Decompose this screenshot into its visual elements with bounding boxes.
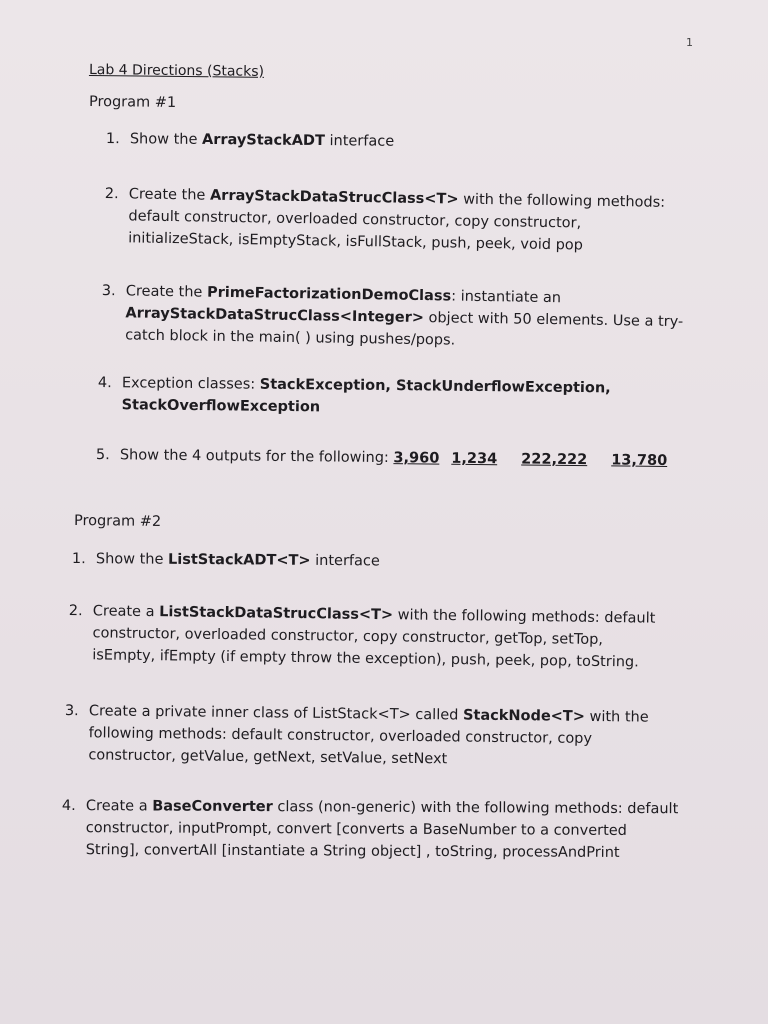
document-title: Lab 4 Directions (Stacks)	[88, 62, 265, 80]
item-number: 3.	[101, 282, 116, 300]
program-2-heading: Program #2	[73, 513, 162, 530]
item-number: 2.	[68, 602, 83, 620]
p1-item-1: 1. Show the ArrayStackADT interface	[106, 128, 394, 153]
item-number: 2.	[104, 185, 119, 203]
output-value: 3,960	[393, 450, 440, 467]
p2-item-1: 1. Show the ListStackADT<T> interface	[72, 548, 380, 572]
p1-item-2: 2. Create the ArrayStackDataStrucClass<T> with the following methods: default constructor, overloaded constructor, copy constructor, initializeStack, isEmptyStack, isFullStack, push, peek, void pop	[104, 183, 665, 258]
item-number: 3.	[64, 702, 79, 720]
page-number: 1	[686, 36, 693, 49]
p2-item-3: 3. Create a private inner class of ListStack<T> called StackNode<T> with the following methods: default constructor, overloaded constructor, copy constructor, getValue, getNext, setValue, setNext	[64, 700, 649, 773]
p2-item-4: 4. Create a BaseConverter class (non-generic) with the following methods: default constructor, inputPrompt, convert [converts a BaseNumber to a converted String], convertAll [instantiate a String object] , toString, processAndPrint	[62, 795, 679, 864]
p1-item-4: 4. Exception classes: StackException, StackUnderflowException, StackOverflowException	[98, 372, 611, 421]
item-number: 5.	[95, 446, 110, 464]
p1-item-3: 3. Create the PrimeFactorizationDemoClass: instantiate an ArrayStackDataStrucClass<Integer> object with 50 elements. Use a try- catch block in the main( ) using pushes/pops.	[101, 280, 684, 355]
item-number: 1.	[71, 550, 86, 568]
output-value: 1,234	[451, 450, 498, 468]
program-1-heading: Program #1	[88, 94, 177, 111]
output-value: 13,780	[611, 452, 668, 469]
item-number: 4.	[97, 374, 112, 392]
p1-item-5: 5. Show the 4 outputs for the following: 3,960 1,234 222,222 13,780	[96, 444, 668, 472]
item-number: 1.	[105, 130, 120, 148]
p2-item-2: 2. Create a ListStackDataStrucClass<T> with the following methods: default constructor, overloaded constructor, copy constructor, getTop, setTop, isEmpty, ifEmpty (if empty throw the exception), push, peek, pop, toString.	[68, 600, 655, 674]
item-number: 4.	[61, 797, 76, 815]
output-value: 222,222	[521, 451, 588, 469]
